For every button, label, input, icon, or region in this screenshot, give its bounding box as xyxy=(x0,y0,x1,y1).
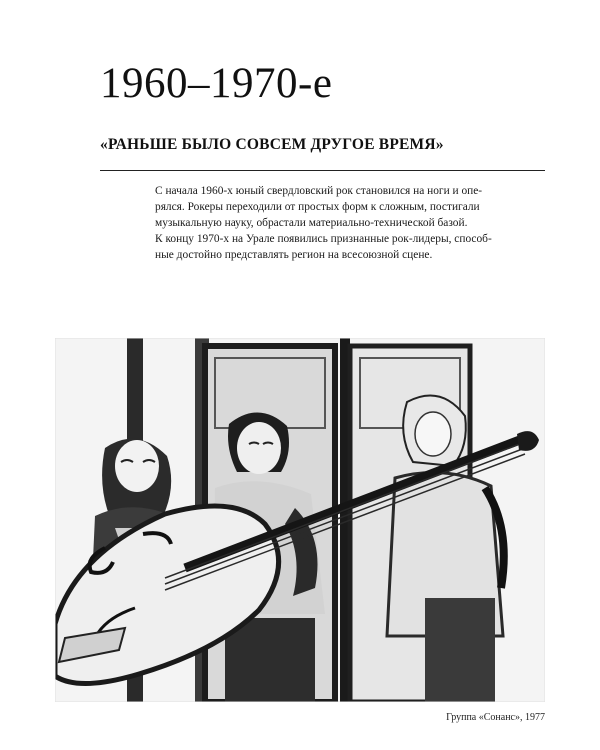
intro-line: К концу 1970-х на Урале появились признанные рок-лидеры, способ- xyxy=(155,233,492,245)
chapter-title: 1960–1970-е xyxy=(100,60,333,107)
band-photo xyxy=(55,338,545,702)
band-photo-illustration xyxy=(55,338,545,702)
intro-line: музыкальную науку, обрастали материально-технической базой. xyxy=(155,217,468,229)
intro-paragraph xyxy=(155,183,515,263)
photo-caption: Группа «Сонанс», 1977 xyxy=(446,712,545,723)
intro-line: рялся. Рокеры переходили от простых форм к сложным, постигали xyxy=(155,201,480,213)
heading-divider xyxy=(100,170,545,171)
intro-line: ные достойно представлять регион на всесоюзной сцене. xyxy=(155,249,433,261)
intro-line: С начала 1960-х юный свердловский рок становился на ноги и опе- xyxy=(155,185,483,197)
section-heading: «РАНЬШЕ БЫЛО СОВСЕМ ДРУГОЕ ВРЕМЯ» xyxy=(100,136,444,153)
